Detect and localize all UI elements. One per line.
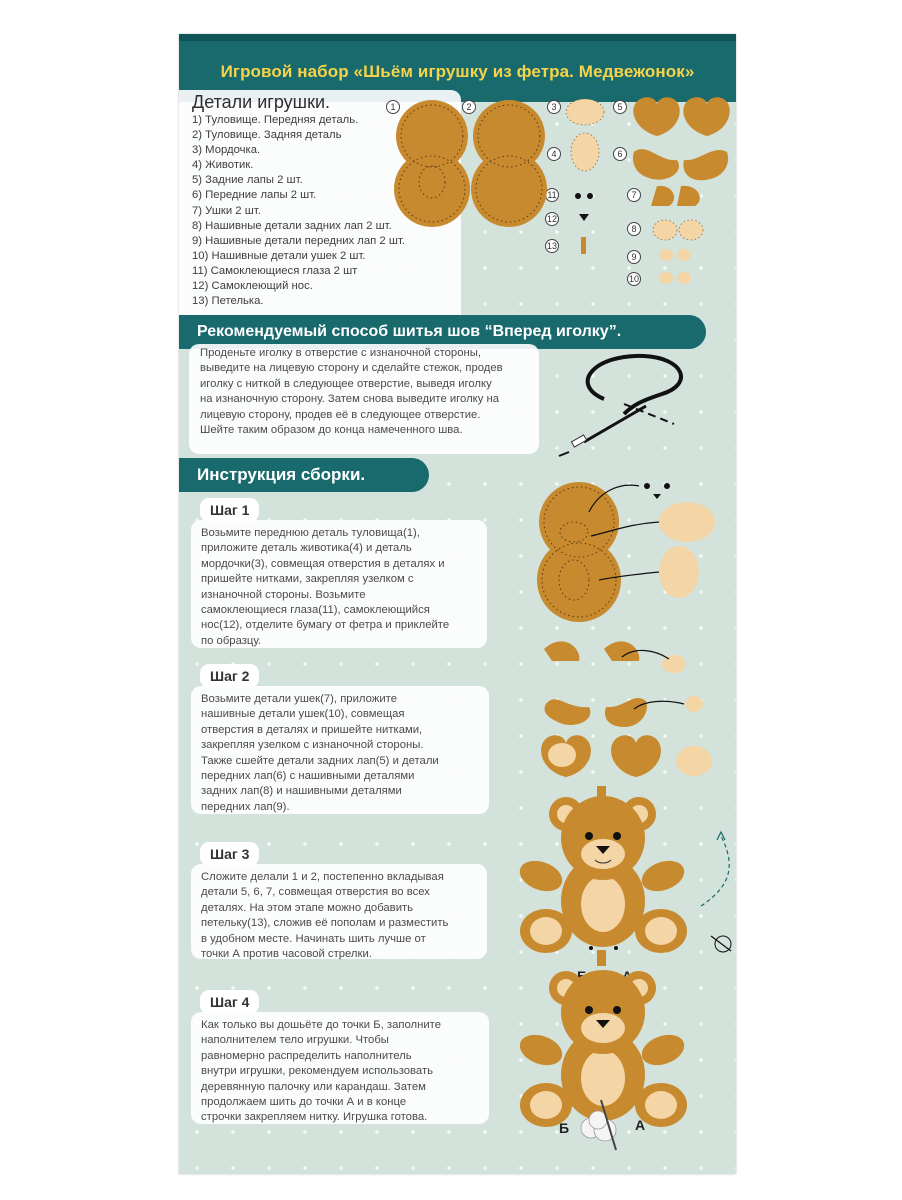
step-line: детали 5, 6, 7, совмещая отверстия во всех: [201, 886, 430, 899]
step-line: Сложите делали 1 и 2, постепенно вкладывая: [201, 871, 444, 883]
needle-icon: [564, 344, 714, 464]
instruction-sheet: [179, 34, 736, 1174]
front-pad-part: [659, 249, 673, 261]
part-number: 7: [627, 188, 641, 202]
step-line: деревянную палочку или карандаш. Затем: [201, 1080, 426, 1093]
parts-item: 4) Животик.: [192, 159, 254, 172]
ear-part: [651, 186, 674, 206]
step-line: внутри игрушки, рекомендуем использовать: [201, 1065, 434, 1078]
parts-item: 10) Нашивные детали ушек 2 шт.: [192, 249, 366, 262]
step-line: отверстия в деталях и пришейте нитками,: [201, 723, 423, 736]
step-line: передних лап(9).: [201, 800, 290, 813]
step-1-illustration: [529, 472, 729, 622]
bear-illustration: [521, 950, 721, 1140]
point-b-label: Б: [559, 1120, 570, 1136]
point-a-label: А: [635, 1117, 646, 1133]
stitch-line: иголку с ниткой в следующее отверстие, выведя иголку: [200, 377, 492, 390]
step-line: по образцу.: [201, 634, 262, 647]
hind-pad-part: [679, 220, 703, 240]
eye-part: [587, 193, 593, 199]
step-line: задних лап(8) и нашивными деталями: [201, 785, 402, 798]
parts-item: 12) Самоклеющий нос.: [192, 280, 313, 293]
parts-item: 5) Задние лапы 2 шт.: [192, 174, 303, 187]
step-line: передних лап(6) с нашивными деталями: [201, 770, 415, 783]
part-number: 2: [462, 100, 476, 114]
step-line: приложите деталь животика(4) и деталь: [201, 542, 412, 555]
step-4-text: [191, 1012, 489, 1124]
parts-item: 7) Ушки 2 шт.: [192, 204, 261, 217]
parts-item: 2) Туловище. Задняя деталь: [192, 129, 342, 142]
parts-item: 9) Нашивные детали передних лап 2 шт.: [192, 234, 405, 247]
step-line: в удобном месте. Начинать шить лучше от: [201, 932, 426, 945]
step-line: деталях. На этом этапе можно добавить: [201, 901, 414, 914]
part-number: 11: [545, 188, 559, 202]
step-line: закрепляя узелком с изнаночной стороны.: [201, 739, 424, 752]
bear-illustration: [521, 786, 736, 966]
step-2-illustration: [534, 629, 734, 779]
stitch-line: выведите на лицевую сторону и сделайте стежок, продев: [200, 362, 503, 375]
step-line: продолжаем шить до точки А и в конце: [201, 1096, 407, 1109]
part-number: 8: [627, 222, 641, 236]
ear-pad-part: [677, 272, 691, 284]
step-line: строчки закрепляем нитку. Игрушка готова.: [201, 1111, 428, 1124]
step-line: изнаночной стороны. Возьмите: [201, 588, 366, 601]
body-back-part: [471, 100, 547, 227]
nose-part: [579, 214, 589, 221]
step-line: петельку(13), сложив её пополам и разместить: [201, 917, 449, 930]
eye-part: [575, 193, 581, 199]
loop-part: [581, 237, 586, 254]
stitch-text: [189, 344, 539, 454]
parts-diagram: [179, 34, 736, 334]
step-4-label: Шаг 4: [200, 990, 259, 1014]
step-line: мордочки(3), совмещая отверстия в деталях и: [201, 557, 445, 570]
part-number: 12: [546, 214, 557, 224]
step-line: самоклеющиеся глаза(11), самоклеющийся: [201, 604, 430, 617]
step-2-text: [191, 686, 489, 814]
parts-item: 1) Туловище. Передняя деталь.: [192, 114, 359, 126]
front-paw-part: [683, 150, 728, 180]
part-number: 5: [613, 100, 627, 114]
muzzle-part: [566, 99, 604, 125]
stitch-heading: Рекомендуемый способ шитья шов “Вперед иголку”.: [179, 315, 706, 349]
front-pad-part: [677, 249, 691, 261]
step-line: Также сшейте детали задних лап(5) и детали: [201, 754, 439, 767]
part-number: 6: [613, 147, 627, 161]
step-line: равномерно распределить наполнитель: [201, 1049, 412, 1062]
body-front-part: [394, 100, 470, 227]
ear-part: [677, 186, 700, 206]
step-line: Возьмите детали ушек(7), приложите: [201, 693, 397, 705]
part-number: 1: [386, 100, 400, 114]
hind-paw-part: [633, 97, 679, 136]
tummy-part: [571, 133, 599, 171]
part-number: 13: [546, 241, 557, 251]
step-line: точки А против часовой стрелки.: [201, 948, 372, 961]
part-number: 4: [547, 147, 561, 161]
ear-pad-part: [659, 272, 673, 284]
hind-paw-part: [683, 97, 729, 136]
stitch-line: лицевую сторону, продев её в следующее отверстие.: [200, 408, 481, 421]
stitch-line: на изнаночную сторону. Затем снова выведите иголку на: [200, 393, 500, 406]
front-paw-part: [633, 149, 679, 179]
parts-heading: Детали игрушки.: [192, 92, 331, 112]
parts-item: 11) Самоклеющиеся глаза 2 шт: [192, 264, 358, 277]
page-title: Игровой набор «Шьём игрушку из фетра. Медвежонок»: [220, 62, 695, 81]
part-number: 3: [547, 100, 561, 114]
parts-item: 3) Мордочка.: [192, 144, 261, 157]
step-1-label: Шаг 1: [200, 498, 259, 522]
parts-item: 6) Передние лапы 2 шт.: [192, 189, 317, 202]
step-3-text: [191, 864, 487, 959]
step-line: Как только вы дошьёте до точки Б, заполните: [201, 1019, 441, 1031]
step-line: пришейте нитками, закрепляя узелком с: [201, 573, 414, 586]
step-1-text: [191, 520, 487, 648]
hind-pad-part: [653, 220, 677, 240]
part-number: 9: [627, 250, 641, 264]
assembly-heading: Инструкция сборки.: [179, 458, 429, 492]
step-line: нашивные детали ушек(10), совмещая: [201, 708, 405, 721]
step-line: нос(12), отделите бумагу от фетра и приклейте: [201, 619, 450, 632]
parts-item: 8) Нашивные детали задних лап 2 шт.: [192, 219, 392, 232]
step-3-label: Шаг 3: [200, 842, 259, 866]
parts-item: 13) Петелька.: [192, 295, 264, 308]
step-line: Возьмите переднюю деталь туловища(1),: [201, 527, 420, 539]
stitch-line: Шейте таким образом до конца намеченного шва.: [200, 424, 463, 437]
step-line: наполнителем тело игрушки. Чтобы: [201, 1034, 389, 1047]
step-2-label: Шаг 2: [200, 664, 259, 688]
part-number: 10: [628, 274, 639, 284]
stitch-line: Проденьте иголку в отверстие с изнаночной стороны,: [200, 347, 481, 359]
